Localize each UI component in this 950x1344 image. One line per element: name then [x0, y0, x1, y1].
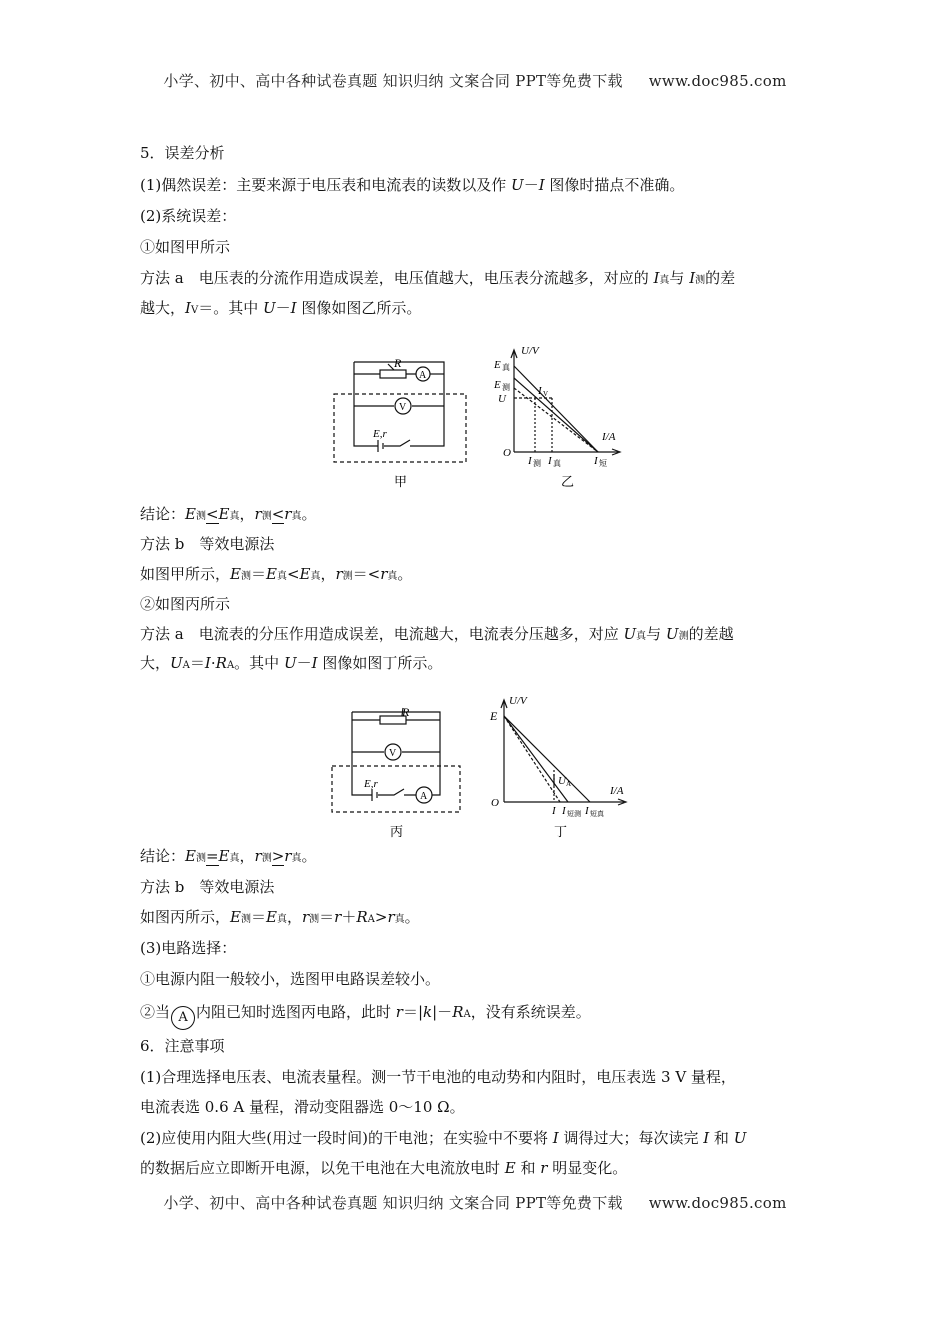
para-method-a-2b: 大，UA＝I·RA。其中 U－I 图像如图丁所示。 — [140, 654, 443, 672]
para-system-error: (2)系统误差： — [140, 207, 237, 225]
svg-text:U/V: U/V — [521, 345, 539, 357]
conclusion-2: 结论：E测=E真，r测>r真。 — [140, 847, 317, 865]
svg-text:E: E — [490, 709, 498, 723]
para-method-a-1b: 越大，IV＝。其中 U－I 图像如图乙所示。 — [140, 299, 422, 317]
header-url[interactable]: www.doc985.com — [648, 72, 787, 90]
svg-text:E: E — [494, 359, 501, 371]
page-header — [0, 70, 950, 91]
svg-text:I/A: I/A — [610, 785, 624, 797]
para-notes-2a: (2)应使用内阻大些(用过一段时间)的干电池；在实验中不要将 I 调得过大；每次读完 I 和 U — [140, 1129, 747, 1147]
svg-text:O: O — [503, 447, 511, 459]
svg-text:I/A: I/A — [602, 431, 616, 443]
svg-text:V: V — [389, 748, 397, 759]
svg-text:R: R — [402, 705, 410, 719]
para-notes-1b: 电流表选 0.6 A 量程，滑动变阻器选 0～10 Ω。 — [140, 1098, 465, 1116]
svg-text:短真: 短真 — [590, 810, 604, 818]
svg-text:E,r: E,r — [364, 778, 378, 790]
svg-text:I: I — [548, 455, 552, 467]
graph-ding — [501, 700, 626, 805]
svg-text:短: 短 — [599, 459, 607, 468]
svg-text:I: I — [528, 455, 532, 467]
svg-text:A: A — [420, 791, 428, 802]
svg-text:V: V — [543, 390, 549, 398]
svg-text:E: E — [494, 379, 501, 391]
para-notes-1a: (1)合理选择电压表、电流表量程。测一节干电池的电动势和内阻时，电压表选 3 V 量程， — [140, 1068, 736, 1086]
para-method-a-1: 方法 a 电压表的分流作用造成误差，电压值越大，电压表分流越多，对应的 I真与 I测的差 — [140, 269, 736, 287]
svg-text:A: A — [566, 780, 572, 788]
svg-text:真: 真 — [553, 459, 561, 468]
method-b-2: 方法 b 等效电源法 — [140, 878, 275, 896]
svg-text:E,r: E,r — [373, 428, 387, 440]
svg-text:U: U — [498, 393, 506, 405]
label-jia: 甲 — [394, 474, 408, 489]
svg-text:I: I — [594, 455, 598, 467]
para-circuit-choice: (3)电路选择： — [140, 939, 237, 957]
svg-text:I: I — [552, 805, 556, 817]
svg-text:真: 真 — [502, 363, 510, 372]
label-ding: 丁 — [554, 824, 568, 839]
para-random-error: (1)偶然误差：主要来源于电压表和电流表的读数以及作 U－I 图像时描点不准确。 — [140, 176, 685, 194]
para-jia-equivalent: 如图甲所示，E测＝E真<E真，r测＝<r真。 — [140, 565, 413, 583]
svg-text:测: 测 — [502, 383, 510, 392]
header-text: 小学、初中、高中各种试卷真题 知识归纳 文案合同 PPT等免费下载 — [163, 72, 623, 90]
svg-text:I: I — [562, 805, 566, 817]
svg-text:V: V — [399, 402, 407, 413]
svg-text:I: I — [538, 385, 542, 397]
para-fig-jia: ①如图甲所示 — [140, 238, 231, 256]
label-bing: 丙 — [390, 824, 404, 839]
label-yi: 乙 — [561, 474, 575, 489]
para-notes-2b: 的数据后应立即断开电源，以免干电池在大电流放电时 E 和 r 明显变化。 — [140, 1159, 628, 1177]
page-footer — [0, 1192, 950, 1213]
svg-text:U: U — [558, 775, 566, 787]
section-6-title: 6．注意事项 — [140, 1037, 225, 1055]
footer-url[interactable]: www.doc985.com — [648, 1194, 787, 1212]
para-bing-equivalent: 如图丙所示，E测＝E真，r测＝r＋RA>r真。 — [140, 908, 420, 926]
footer-text: 小学、初中、高中各种试卷真题 知识归纳 文案合同 PPT等免费下载 — [163, 1194, 623, 1212]
para-fig-bing: ②如图丙所示 — [140, 595, 231, 613]
svg-text:O: O — [491, 797, 499, 809]
figure-bing-ding — [328, 690, 638, 840]
para-choice-1: ①电源内阻一般较小，选图甲电路误差较小。 — [140, 970, 441, 988]
method-b-1: 方法 b 等效电源法 — [140, 535, 275, 553]
svg-text:A: A — [419, 370, 427, 381]
figure-jia-yi — [328, 340, 628, 490]
svg-text:I: I — [585, 805, 589, 817]
svg-text:R: R — [394, 356, 402, 370]
conclusion-1: 结论：E测<E真，r测<r真。 — [140, 505, 317, 523]
svg-text:U/V: U/V — [509, 695, 527, 707]
para-method-a-2: 方法 a 电流表的分压作用造成误差，电流越大，电流表分压越多，对应 U真与 U测的差越 — [140, 625, 734, 643]
svg-text:测: 测 — [533, 459, 541, 468]
para-choice-2: ②当 A 内阻已知时选图丙电路，此时 r＝|k|－RA，没有系统误差。 — [140, 1001, 812, 1030]
circuit-bing — [332, 708, 460, 812]
svg-text:短测: 短测 — [567, 810, 581, 818]
section-5-title: 5．误差分析 — [140, 144, 225, 162]
ammeter-symbol: A — [171, 1006, 195, 1030]
